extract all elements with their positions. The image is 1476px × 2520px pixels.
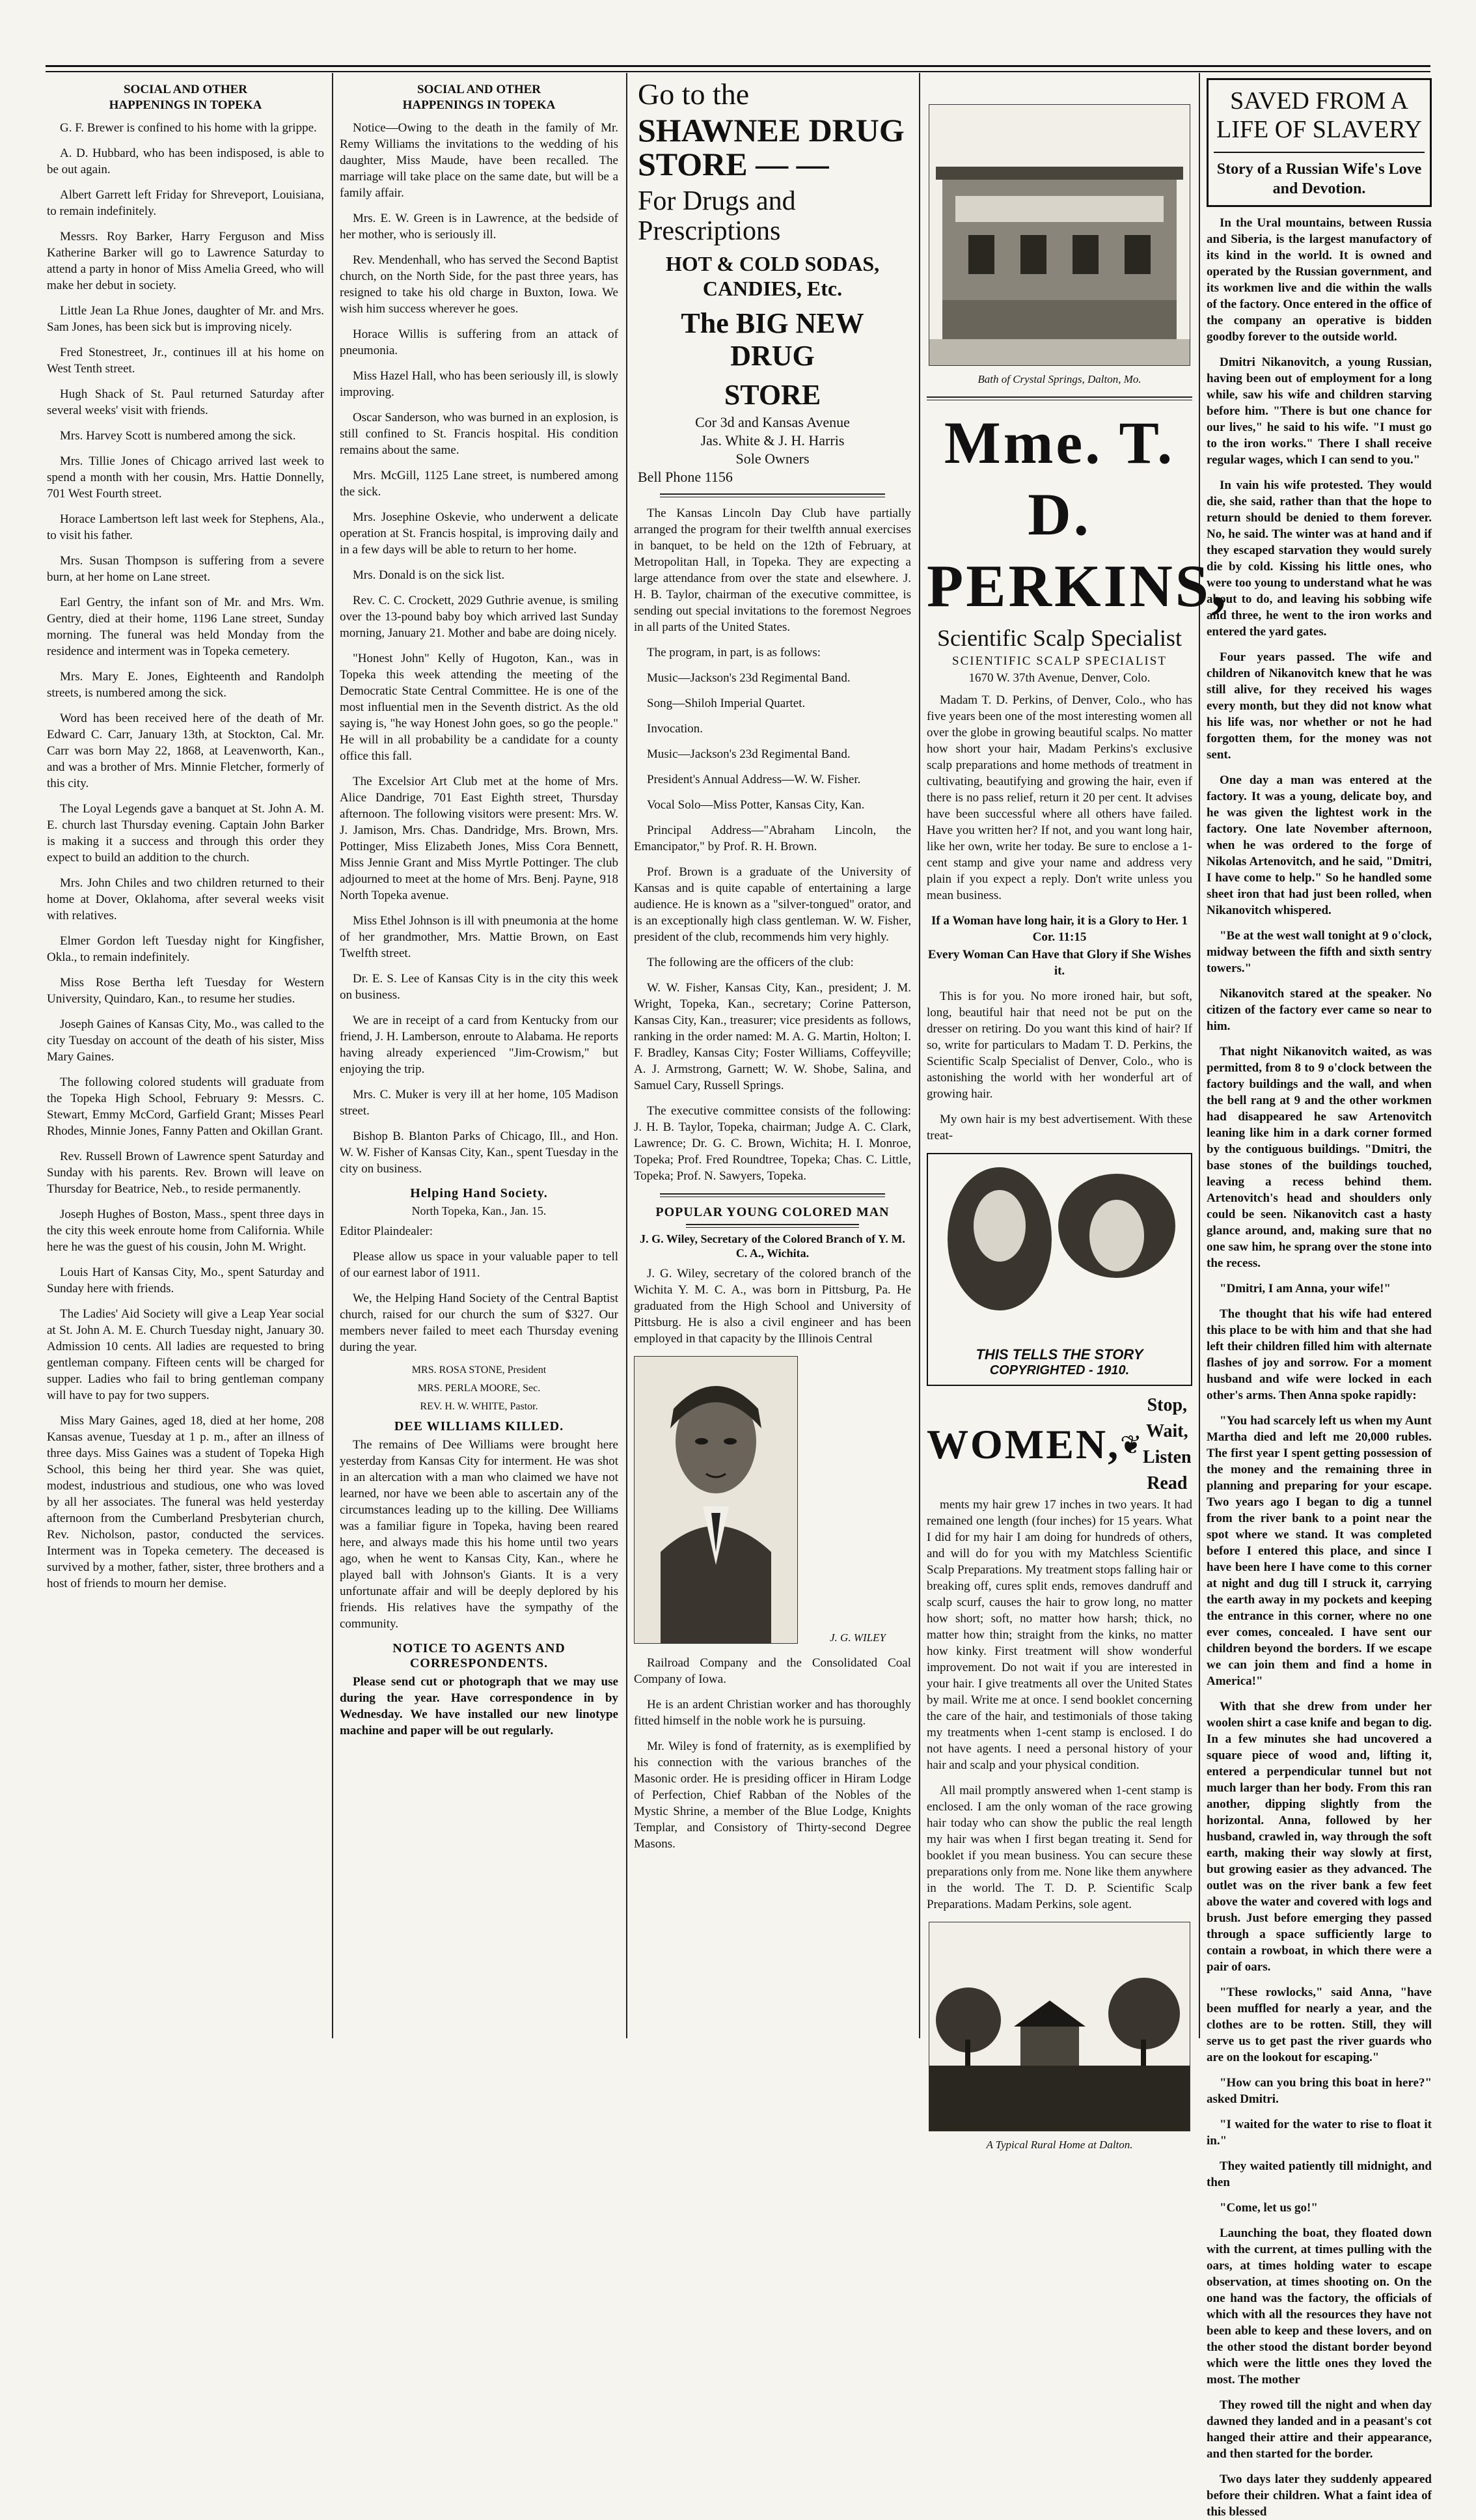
column-divider (332, 73, 333, 2038)
wiley-side-text (804, 1356, 911, 1655)
story-paragraph: Dmitri Nikanovitch, a young Russian, having been out of employment for a long while, saw his wife and children starving before him. "There is but one chance for our lives," he said to his wife. "I must go to the iron works." There I shall receive regular wages, which I can send to you." (1207, 355, 1432, 467)
wiley-body: Railroad Company and the Consolidated Coal Company of Iowa. (634, 1656, 911, 1686)
story-paragraph: With that she drew from under her woolen shirt a case knife and began to dig. In a few minutes she had uncovered a square piece of wood and, lifting it, entered a perpendicular tunnel but not much larger than her body. From this ran another, dipping slightly from the horizontal. Anna, followed by her husband, crawled in, way through the soft earth, making their way slowly at first, but growing easier as they advanced. The outlet was on the river bank a few feet above the water and covered with logs and brush. Just before emerging they passed through a space sufficiently large to contain a rowboat, in which there were a pair of oars. (1207, 1700, 1432, 1974)
column-heading (340, 82, 618, 113)
wiley-title: POPULAR YOUNG COLORED MAN (655, 1205, 890, 1219)
story-paragraph: "How can you bring this boat in here?" asked Dmitri. (1207, 2076, 1432, 2106)
heading-line: HAPPENINGS IN TOPEKA (402, 98, 556, 112)
helping-hand-title: Helping Hand Society. (410, 1186, 548, 1200)
news-item: Joseph Gaines of Kansas City, Mo., was called to the city Tuesday on account of the death of his sister, Miss Mary Gaines. (47, 1018, 324, 1064)
dee-williams-title: DEE WILLIAMS KILLED. (394, 1419, 564, 1433)
perkins-body: All mail promptly answered when 1-cent stamp is enclosed. I am the only woman of the race growing hair today who can show the public the real length my hair was when I first began treating it. Send for booklet if you mean business. You can secure these preparations only from me. None like them anywhere in the world. The T. D. P. Scientific Scalp Preparations. Madam Perkins, sole agent. (927, 1784, 1192, 1911)
article-paragraph: Music—Jackson's 23d Regimental Band. (647, 671, 851, 685)
news-item: Messrs. Roy Barker, Harry Ferguson and Miss Katherine Barker will go to Lawrence Saturday to attend a party in honor of Miss Amelia Greed, who will make her debut in society. (47, 230, 324, 292)
column-2 (340, 78, 618, 2038)
news-item: Elmer Gordon left Tuesday night for Kingfisher, Okla., to remain indefinitely. (47, 934, 324, 964)
column-divider (626, 73, 627, 2038)
news-item: The Loyal Legends gave a banquet at St. John A. M. E. church last Thursday evening. Captain John Barker is making it a success and through this order they expect to build an addition to the church. (47, 802, 324, 865)
building-caption: Bath of Crystal Springs, Dalton, Mo. (977, 373, 1141, 385)
story-paragraph: "Dmitri, I am Anna, your wife!" (1220, 1282, 1391, 1295)
perkins-address: 1670 W. 37th Avenue, Denver, Colo. (968, 671, 1151, 685)
news-item: Word has been received here of the death of Mr. Edward C. Carr, January 13th, at Stockton, Cal. Mr. Carr was born May 22, 1868, at Leavenworth, Kan., and was a brother of Mrs. Minnie Fletcher, formerly of this city. (47, 712, 324, 790)
news-item: Mrs. McGill, 1125 Lane street, is numbered among the sick. (340, 469, 618, 499)
photo-caption: THIS TELLS THE STORY (976, 1346, 1143, 1363)
story-title: LIFE OF SLAVERY (1216, 116, 1423, 143)
perkins-body: My own hair is my best advertisement. With these treat- (927, 1113, 1192, 1142)
portrait-illustration (635, 1357, 797, 1643)
story-paragraph: "These rowlocks," said Anna, "have been muffled for nearly a year, and the clothes are to be rotten. Still, they will serve us to get past the river guards who are on the lookout for escaping." (1207, 1986, 1432, 2064)
drug-store-ad (634, 78, 911, 486)
article-paragraph: Prof. Brown is a graduate of the University of Kansas and is quite capable of entertaining a large audience. He is known as a "silver-tongued" orator, and is an exceptionally high class gentleman. W. W. Fisher, president of the club, recommends him very highly. (634, 865, 911, 944)
story-paragraph: They waited patiently till midnight, and then (1207, 2159, 1432, 2189)
section-rule (686, 1224, 859, 1228)
story-paragraph: "Come, let us go!" (1220, 2201, 1318, 2215)
photo-caption: COPYRIGHTED - 1910. (989, 1363, 1130, 1378)
story-paragraph: That night Nikanovitch waited, as was permitted, from 8 to 9 o'clock between the factory buildings and the wall, and when the bell rang at 9 and the other workmen had disappeared he saw Artenovitch leaning like him in a dark corner formed by the contiguous buildings. "Dmitri, the base stones of the buildings touched, leaving a recess behind them. Artenovitch's head and shoulders only could be seen. Nikanovitch cast a hasty glance around, and, making sure that no one saw him, he sprang over the stone into the recess. (1207, 1045, 1432, 1270)
story-paragraph: One day a man was entered at the factory. It was a young, delicate boy, and he was given the lightest work in the factory. One late November afternoon, when he was ordered to the forge of Nikolas Artenovitch, and he said, "Dmitri, I have come to help." So he handled some sheet iron that had just been rolled, when Nikanovitch whispered. (1207, 773, 1432, 917)
wiley-body: J. G. Wiley, secretary of the colored branch of the Wichita Y. M. C. A., was born in Pittsburg, Pa. He graduated from the High School and University of Pittsburg. He is also a civil engineer and has been employed in that capacity by the Illinois Central (634, 1267, 911, 1346)
women-banner (927, 1392, 1192, 1497)
ad-line: SHAWNEE DRUG (638, 112, 905, 148)
news-items (47, 120, 324, 1592)
column-3 (634, 78, 911, 2038)
perkins-quote: If a Woman have long hair, it is a Glory to Her. 1 Cor. 11:15 (931, 914, 1188, 944)
section-rule (660, 1193, 885, 1197)
article-paragraph: Invocation. (647, 722, 704, 736)
news-item: The following colored students will graduate from the Topeka High School, February 9: Messrs. C. Stewart, Emmy McCord, Garfield Grant; Misses Pearl Rhodes, Minnie Jones, Fanny Patten and Okillan Grant. (47, 1075, 324, 1138)
perkins-body: ments my hair grew 17 inches in two years. It had remained one length (four inches) for 15 years. What I did for my hair I am doing for hundreds of others, and will do for you with my Matchless Scientific Scalp Preparations. My treatment stops falling hair or breaking off, cures split ends, removes dandruff and scalp scurf, causes the hair to grow long, no matter how short; soft, no matter how harsh; thick, no matter how thin; straight from the kinks, no matter how kinky. First treatment will show wonderful improvement. Do not wait if you are interested in your hair. I give treatments all over the United States by mail. Write me at once. I send booklet concerning the care of the hair, and testimonials of those taking my treatments when 1-cent stamp is enclosed. I do not have agents. I need a personal history of your hair and scalp and your physical condition. (927, 1498, 1192, 1772)
news-item: Miss Mary Gaines, aged 18, died at her home, 208 Kansas avenue, Tuesday at 1 p. m., after an illness of three days. Miss Gaines was a student of Topeka High School, this being her third year. She was quiet, modest, industrious and studious, one who was loved by all her associates. The funeral was held yesterday afternoon from the Cumberland Presbyterian church, Rev. Nicholson, pastor, conducted the services. Interment was in Topeka cemetery. The deceased is survived by a mother, father, sister, three brothers and a host of friends to mourn her demise. (47, 1414, 324, 1590)
column-4 (927, 78, 1229, 2151)
article-paragraph: Music—Jackson's 23d Regimental Band. (647, 747, 851, 761)
news-item: Rev. Mendenhall, who has served the Second Baptist church, on the North Side, for the past three years, has resigned to take his old charge in Buxton, Iowa. We wish him success wherever he goes. (340, 253, 618, 316)
news-item: Oscar Sanderson, who was burned in an explosion, is still confined to St. Francis hospital. His condition remains about the same. (340, 411, 618, 457)
article-paragraph: The following are the officers of the club: (647, 956, 854, 969)
story-body (1207, 215, 1432, 2520)
building-photo (929, 104, 1190, 366)
helping-hand-body: Please allow us space in your valuable paper to tell of our earnest labor of 1911. (340, 1250, 618, 1280)
perkins-specialist: Scientific Scalp Specialist (937, 625, 1182, 651)
wiley-photo-row (634, 1356, 911, 1655)
news-item: Joseph Hughes of Boston, Mass., spent three days in the city this week enroute home from California. While here he was the guest of his cousin, John M. Wright. (47, 1208, 324, 1254)
helping-hand-body: We, the Helping Hand Society of the Central Baptist church, raised for our church the sum of $327. Our members never failed to meet each Thursday evening during the year. (340, 1292, 618, 1354)
notice-body: Please send cut or photograph that we may use during the year. Have correspondence in by Wednesday. We have installed our new linotype machine and paper will be out regularly. (340, 1675, 618, 1738)
news-item: Dr. E. S. Lee of Kansas City is in the city this week on business. (340, 972, 618, 1002)
news-item: Earl Gentry, the infant son of Mr. and Mrs. Wm. Gentry, died at their home, 1196 Lane street, Sunday morning. The funeral was held Monday from the residence and interment was in Topeka cemetery. (47, 596, 324, 658)
ad-line: STORE (724, 379, 821, 411)
news-item: Fred Stonestreet, Jr., continues ill at his home on West Tenth street. (47, 346, 324, 376)
story-title: SAVED FROM A (1230, 87, 1408, 115)
helping-hand-signer: REV. H. W. WHITE, Pastor. (420, 1401, 538, 1412)
perkins-specialist-caps: SCIENTIFIC SCALP SPECIALIST (952, 654, 1167, 668)
article-paragraph: President's Annual Address—W. W. Fisher. (647, 773, 861, 786)
news-item: Miss Rose Bertha left Tuesday for Western University, Quindaro, Kan., to resume her studies. (47, 976, 324, 1006)
article-paragraph: The Kansas Lincoln Day Club have partially arranged the program for their twelfth annual exercises in banquet, to be held on the 12th of February, at Metropolitan Hall, in Topeka. They are expecting a large attendance from over the state and elsewhere. J. H. B. Taylor, chairman of the executive committee, is sending out special invitations to the foremost Negroes in all parts of the United States. (634, 506, 911, 634)
hair-illustration (935, 1161, 1182, 1343)
news-item: Miss Ethel Johnson is ill with pneumonia at the home of her grandmother, Mrs. Mattie Brown, on East Twelfth street. (340, 914, 618, 960)
news-item: Mrs. Tillie Jones of Chicago arrived last week to spend a month with her cousin, Mrs. Hattie Donnelly, 701 West Fourth street. (47, 454, 324, 501)
column-heading (47, 82, 324, 113)
ad-line: Cor 3d and Kansas Avenue (695, 414, 850, 430)
wiley-caption: J. G. WILEY (830, 1631, 886, 1644)
article-paragraph: W. W. Fisher, Kansas City, Kan., president; J. M. Wright, Topeka, Kan., secretary; Corine Patterson, Kansas City, Kan., treasurer; vice presidents as follows, ranking in the order named: M. A. G. Martin, Holton; I. F. Bradley, Kansas City; Foster Williams, Coffeyville; A. J. Armstrong, Garnett; W. W. Shobe, Salina, and Samuel Cary, Russell Springs. (634, 981, 911, 1092)
news-item: Hugh Shack of St. Paul returned Saturday after several weeks' visit with friends. (47, 387, 324, 417)
story-paragraph: Four years passed. The wife and children of Nikanovitch knew that he was still alive, for they received his wages every month, but they did not know what his life was, nor whether or not he had forgotten them, for the money was not sent. (1207, 650, 1432, 762)
heading-line: HAPPENINGS IN TOPEKA (109, 98, 262, 112)
story-paragraph: The thought that his wife had entered this place to be with him and that she had left their children filled him with alternate flashes of joy and sorrow. For a moment husband and wife were locked in each other's arms. Then Anna spoke rapidly: (1207, 1307, 1432, 1402)
helping-hand-salutation: Editor Plaindealer: (340, 1225, 433, 1238)
news-item: Bishop B. Blanton Parks of Chicago, Ill., and Hon. W. W. Fisher of Kansas City, Kan., spent Tuesday in the city on business. (340, 1129, 618, 1176)
news-item: Mrs. John Chiles and two children returned to their home at Dover, Oklahoma, after several weeks visit with relatives. (47, 876, 324, 922)
news-item: Mrs. Donald is on the sick list. (353, 568, 505, 582)
story-title-box (1207, 78, 1432, 207)
story-paragraph: "You had scarcely left us when my Aunt Martha died and left me 20,000 rubles. The first year I spent getting possession of the money and the remaining three in planning and preparing for your escape. Two years ago I began to dig a tunnel from the river bank to a point near the spot where we stand. It was completed before I entered this place, and since I have been here I have come to this corner at night and dug till I struck it, carrying the earth away in my pockets and keeping the entrance in this corner, where no one ever comes, concealed. I have sent our children beyond the borders. If we escape we can join them and find a home in America!" (1207, 1414, 1432, 1688)
news-item: Rev. C. C. Crockett, 2029 Guthrie avenue, is smiling over the 13-pound baby boy which arrived last Sunday morning, January 21. Mother and babe are doing nicely. (340, 594, 618, 640)
news-item: Little Jean La Rhue Jones, daughter of Mr. and Mrs. Sam Jones, has been sick but is improving nicely. (47, 304, 324, 334)
helping-hand-dateline: North Topeka, Kan., Jan. 15. (411, 1204, 547, 1217)
news-item: "Honest John" Kelly of Hugoton, Kan., was in Topeka this week attending the meeting of the Democratic State Central Committee. He is one of the most influential men in the Seventh district. As the old saying is, "he way Honest John goes, so go the people." He will in all probability be a candidate for a county office this fall. (340, 652, 618, 763)
news-item: Notice—Owing to the death in the family of Mr. Remy Williams the invitations to the wedding of his daughter, Miss Maude, have been recalled. The marriage will take place on the same date, but will be a family affair. (340, 121, 618, 200)
news-item: Louis Hart of Kansas City, Mo., spent Saturday and Sunday here with friends. (47, 1266, 324, 1295)
story-paragraph: Two days later they suddenly appeared before their children. What a faint idea of this blessed (1207, 2472, 1432, 2519)
ad-line: The BIG NEW DRUG (681, 307, 864, 372)
section-rule (927, 396, 1192, 400)
ad-line: For Drugs and Prescriptions (638, 186, 796, 246)
story-subtitle: Story of a Russian Wife's Love and Devotion. (1214, 152, 1425, 199)
helping-hand-signer: MRS. PERLA MOORE, Sec. (417, 1383, 541, 1394)
news-item: Mrs. C. Muker is very ill at her home, 105 Madison street. (340, 1088, 618, 1118)
article-paragraph: The executive committee consists of the following: J. H. B. Taylor, Topeka, chairman; Judge A. C. Clark, Lawrence; Dr. G. C. Brown, Wichita; H. I. Monroe, Topeka; Prof. Fred Roundtree, Topeka; Chas. C. Little, Topeka; Prof. N. Sawyers, Topeka. (634, 1104, 911, 1183)
news-item: Mrs. Harvey Scott is numbered among the sick. (60, 429, 296, 443)
news-item: Mrs. E. W. Green is in Lawrence, at the bedside of her mother, who is seriously ill. (340, 212, 618, 242)
masthead-rule (46, 65, 1430, 72)
news-item: Miss Hazel Hall, who has been seriously ill, is slowly improving. (340, 369, 618, 399)
ad-line: Go to the (638, 77, 750, 111)
portrait-photo (634, 1356, 798, 1644)
news-item: We are in receipt of a card from Kentucky from our friend, J. H. Lamberson, enroute to Alabama. He reports having already experienced "Jim-Crowism," but enjoying the trip. (340, 1014, 618, 1076)
story-paragraph: In the Ural mountains, between Russia and Siberia, is the largest manufactory of its kind in the world. It is owned and operated by the Russian government, and its workmen live and die within the walls of the factory. Once entered in the office of the company an operative is bidden goodby forever to the outside world. (1207, 216, 1432, 344)
rural-home-caption: A Typical Rural Home at Dalton. (986, 2139, 1133, 2151)
section-rule (660, 493, 885, 497)
heading-line: SOCIAL AND OTHER (417, 83, 541, 96)
news-items (340, 120, 618, 1177)
stop-wait-listen: Stop, Wait, Listen Read (1142, 1395, 1192, 1493)
story-paragraph: Launching the boat, they floated down with the current, at times pulling with the oars, at times holding water to escape observation, at times shooting on. On the one hand was the factory, the officials of which with all the resources they have not been able to keep and these lovers, and on the other stood the distant border beyond which were the little ones they loved the most. The mother (1207, 2226, 1432, 2387)
ad-line: Sole Owners (735, 450, 810, 467)
lincoln-club-article (634, 505, 911, 1184)
perkins-quote: Every Woman Can Have that Glory if She Wishes it. (927, 948, 1192, 978)
ad-line: Bell Phone 1156 (638, 469, 733, 485)
article-paragraph: Vocal Solo—Miss Potter, Kansas City, Kan. (647, 798, 865, 812)
heading-line: SOCIAL AND OTHER (123, 83, 248, 96)
ad-line: STORE — — (638, 146, 829, 182)
article-paragraph: Principal Address—"Abraham Lincoln, the Emancipator," by Prof. R. H. Brown. (634, 824, 911, 853)
leaf-icon: ❦ (1120, 1430, 1142, 1460)
news-item: Mrs. Susan Thompson is suffering from a severe burn, at her home on Lane street. (47, 554, 324, 584)
column-divider (1199, 73, 1200, 2038)
perkins-title: Mme. T. D. PERKINS, (927, 409, 1229, 619)
story-paragraph: "Be at the west wall tonight at 9 o'clock, midway between the fifth and sixth sentry towers." (1207, 929, 1432, 975)
news-item: Horace Lambertson left last week for Stephens, Ala., to visit his father. (47, 512, 324, 542)
wiley-subtitle: J. G. Wiley, Secretary of the Colored Branch of Y. M. C. A., Wichita. (640, 1232, 905, 1260)
story-paragraph: They rowed till the night and when day dawned they landed and in a peasant's cot hanged their attire and their appearance, and then started for the border. (1207, 2398, 1432, 2461)
news-item: G. F. Brewer is confined to his home with la grippe. (60, 121, 317, 135)
news-item: Albert Garrett left Friday for Shreveport, Louisiana, to remain indefinitely. (47, 188, 324, 218)
news-item: Mrs. Mary E. Jones, Eighteenth and Randolph streets, is numbered among the sick. (47, 670, 324, 700)
column-1 (47, 78, 324, 2038)
story-paragraph: In vain his wife protested. They would die, she said, rather than that the hope to return should be denied to them forever. No, he said. The winter was at hand and if they escaped starvation they would surely die by cold. Kissing his little ones, who were too young to understand what he was about to do, and leaving his sobbing wife and three, he went to the iron works and entered the yard gates. (1207, 478, 1432, 639)
rural-home-photo (929, 1922, 1190, 2131)
women-headline: WOMEN, (927, 1421, 1121, 1467)
perkins-body: This is for you. No more ironed hair, but soft, long, beautiful hair that need not be put on the dresser on retiring. Do you want this kind of hair? If so, write for particulars to Madam T. D. Perkins, the Scientific Scalp Specialist of Denver, Colo., who is astonishing the world with her wonderful art of growing hair. (927, 990, 1192, 1101)
notice-title: NOTICE TO AGENTS AND CORRESPONDENTS. (392, 1641, 566, 1670)
article-paragraph: The program, in part, is as follows: (647, 646, 821, 659)
news-item: A. D. Hubbard, who has been indisposed, is able to be out again. (47, 146, 324, 176)
ad-line: HOT & COLD SODAS, CANDIES, Etc. (665, 252, 880, 300)
ad-line: Jas. White & J. H. Harris (700, 432, 845, 449)
news-item: Horace Willis is suffering from an attack of pneumonia. (340, 327, 618, 357)
wiley-body: Mr. Wiley is fond of fraternity, as is exemplified by his connection with the various branches of the Masonic order. He is presiding officer in Hiram Lodge of Perfection, Chief Rabban of the Nobles of the Mystic Shrine, a member of the Blue Lodge, Knights Templar, and Consistory of Thirty-second Degree Masons. (634, 1739, 911, 1851)
building-illustration (929, 105, 1190, 365)
news-item: The Excelsior Art Club met at the home of Mrs. Alice Dandrige, 701 East Eighth street, Thursday afternoon. The following visitors were present: Mrs. W. J. Jamison, Mrs. Chas. Dandridge, Mrs. Brown, Mrs. Pottinger, Miss Elizabeth Jones, Miss Cora Bennett, Miss Jennie Grant and Miss Myrtle Pottinger. The club adjourned to meet at the home of Mrs. Benj. Payne, 918 North Topeka avenue. (340, 775, 618, 902)
hair-photo-box (927, 1153, 1192, 1386)
news-item: Mrs. Josephine Oskevie, who underwent a delicate operation at St. Francis hospital, is improving daily and in a few days will be able to return to her home. (340, 510, 618, 557)
perkins-body: Madam T. D. Perkins, of Denver, Colo., who has five years been one of the most interesting women all over the globe in growing beautiful scalps. No matter how short your hair, Madam Perkins's exclusive scalp preparations and home methods of treatment in cultivating, beautifying and growing the hair, even if there is no pass relief, return it 20 per cent. It advises have been successful where all others have failed. Have you written her? If not, and you want long hair, like her own, write her today. Be sure to enclose a 1-cent stamp and give your name and address very plain if you expect a reply. Don't write unless you mean business. (927, 693, 1192, 902)
column-5 (1207, 78, 1432, 2519)
wiley-body: He is an ardent Christian worker and has thoroughly fitted himself in the noble work he is pursuing. (634, 1698, 911, 1728)
column-divider (919, 73, 920, 2038)
article-paragraph: Song—Shiloh Imperial Quartet. (647, 697, 806, 710)
news-item: The Ladies' Aid Society will give a Leap Year social at St. John A. M. E. Church Tuesday night, January 30. Admission 10 cents. All ladies are requested to bring gentleman company. Fifteen cents will be charged for supper. Ladies who fail to bring gentleman company will have to pay for two suppers. (47, 1307, 324, 1402)
dee-williams-body: The remains of Dee Williams were brought here yesterday from Kansas City for interment. He was shot in an altercation with a man who claimed we have not learned, nor have we been able to ascertain any of the circumstances leading up to the killing. Dee Williams was a familiar figure in Topeka, having been reared here, and always made this his home until two years ago, when he went to Kansas City, Kan., where he played ball with Johnson's Giants. It is a very unfortunate affair and will be deeply deplored by his friends. His relatives have the sympathy of the community. (340, 1438, 618, 1631)
rural-home-illustration (929, 1922, 1190, 2131)
story-paragraph: Nikanovitch stared at the speaker. No citizen of the factory ever came so near to him. (1207, 987, 1432, 1033)
news-item: Rev. Russell Brown of Lawrence spent Saturday and Sunday with his parents. Rev. Brown will leave on Thursday for Beatrice, Neb., to reside permanently. (47, 1150, 324, 1196)
story-paragraph: "I waited for the water to rise to float it in." (1207, 2118, 1432, 2148)
helping-hand-signer: MRS. ROSA STONE, President (411, 1364, 547, 1376)
